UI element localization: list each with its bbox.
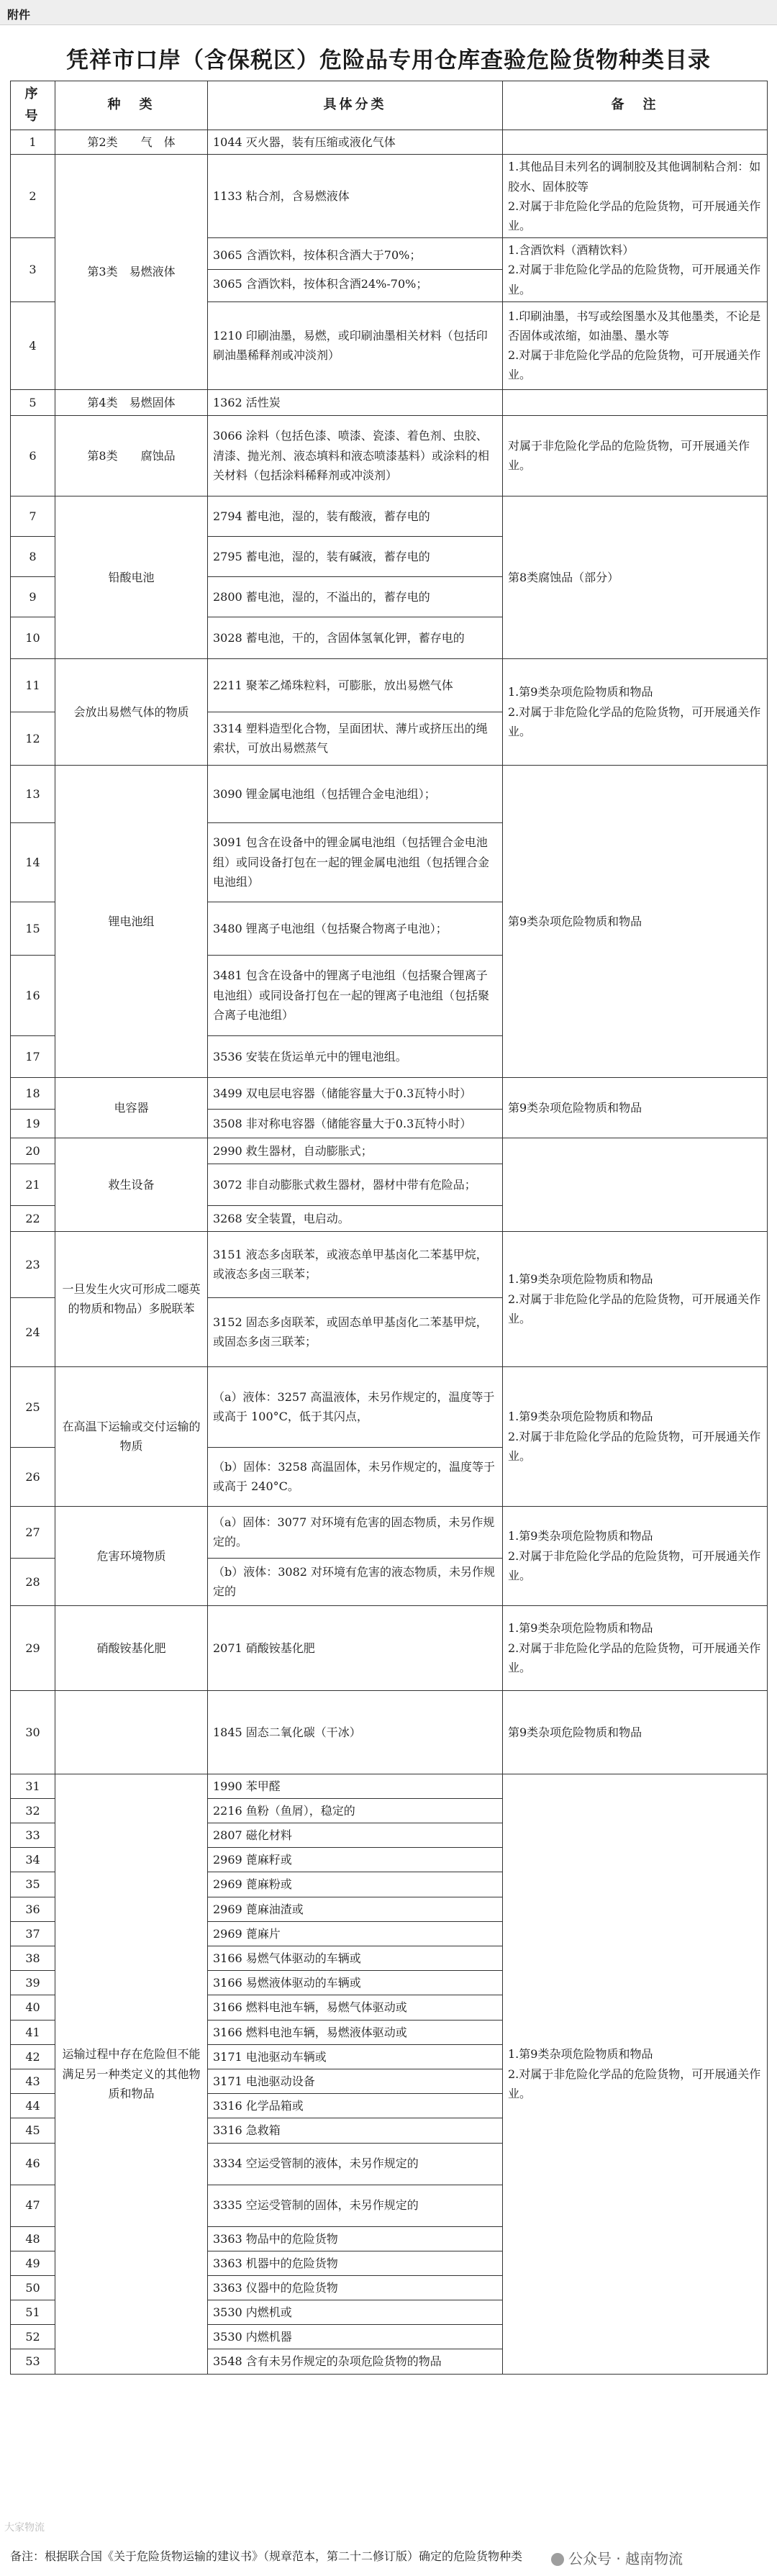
row-number: 31 [11, 1774, 55, 1798]
item-cell: 1845 固态二氧化碳（干冰） [208, 1690, 503, 1774]
row-number: 51 [11, 2300, 55, 2325]
category-cell: 在高温下运输或交付运输的物质 [55, 1366, 208, 1506]
watermark-right [547, 2547, 687, 2568]
item-cell [208, 238, 503, 302]
item-cell: 3548 含有未另作规定的杂项危险货物的物品 [208, 2349, 503, 2374]
row-number: 3 [11, 238, 55, 302]
note-cell: 1.印刷油墨，书写或绘图墨水及其他墨类，不论是否固体或浓缩，如油墨、墨水等 2.对属于非危险化学品的危险货物，可开展通关作业。 [503, 301, 768, 389]
item-cell: 3166 易燃气体驱动的车辆或 [208, 1946, 503, 1971]
category-cell: 救生设备 [55, 1138, 208, 1231]
item-cell: 3499 双电层电容器（储能容量大于0.3瓦特小时） [208, 1077, 503, 1109]
category-cell: 第4类 易燃固体 [55, 389, 208, 415]
header-item: 具体分类 [208, 81, 503, 130]
item-line: 3065 含酒饮料，按体积含酒24%-70%； [213, 277, 428, 291]
item-cell: 3066 涂料（包括色漆、喷漆、瓷漆、着色剂、虫胶、清漆、抛光剂、液态填料和液态喷漆基料）或涂料的相关材料（包括涂料稀释剂或冲淡剂） [208, 415, 503, 496]
row-number: 14 [11, 822, 55, 902]
item-cell: 2969 蓖麻片 [208, 1921, 503, 1946]
item-cell: 3152 固态多卤联苯，或固态单甲基卤化二苯基甲烷，或固态多卤三联苯； [208, 1297, 503, 1366]
header-number: 序 号 [11, 81, 55, 130]
header-category: 种 类 [55, 81, 208, 130]
item-line: 3065 含酒饮料，按体积含酒大于70%； [208, 241, 502, 270]
item-cell: （a）液体：3257 高温液体，未另作规定的，温度等于或高于 100°C，低于其闪点， [208, 1366, 503, 1447]
item-cell: 3363 物品中的危险货物 [208, 2226, 503, 2251]
row-number: 39 [11, 1971, 55, 1995]
row-number: 52 [11, 2325, 55, 2349]
table-row [11, 765, 768, 822]
category-cell: 第3类 易燃液体 [55, 155, 208, 389]
row-number: 30 [11, 1690, 55, 1774]
note-cell: 1.第9类杂项危险物质和物品 2.对属于非危险化学品的危险货物，可开展通关作业。 [503, 1366, 768, 1506]
note-cell [503, 389, 768, 415]
item-cell: 3171 电池驱动车辆或 [208, 2044, 503, 2069]
row-number: 29 [11, 1605, 55, 1690]
table-row [11, 1605, 768, 1690]
category-cell [55, 1690, 208, 1774]
document-title: 凭祥市口岸（含保税区）危险品专用仓库查验危险货物种类目录 [66, 47, 711, 73]
row-number: 47 [11, 2185, 55, 2226]
row-number: 26 [11, 1447, 55, 1506]
item-cell: 2216 鱼粉（鱼屑），稳定的 [208, 1798, 503, 1823]
item-cell: 3530 内燃机器 [208, 2325, 503, 2349]
item-cell: 3334 空运受管制的液体，未另作规定的 [208, 2143, 503, 2185]
item-cell: 2800 蓄电池，湿的，不溢出的，蓄存电的 [208, 576, 503, 617]
row-number: 19 [11, 1109, 55, 1138]
row-number: 10 [11, 617, 55, 658]
table-row [11, 415, 768, 496]
row-number: 25 [11, 1366, 55, 1447]
category-cell: 第2类 气 体 [55, 130, 208, 155]
row-number: 2 [11, 155, 55, 238]
item-cell: 3536 安装在货运单元中的锂电池组。 [208, 1035, 503, 1077]
note-cell: 第9类杂项危险物质和物品 [503, 765, 768, 1077]
item-cell: 3151 液态多卤联苯，或液态单甲基卤化二苯基甲烷，或液态多卤三联苯； [208, 1231, 503, 1297]
item-cell: 3314 塑料造型化合物，呈面团状、薄片或挤压出的绳索状，可放出易燃蒸气 [208, 712, 503, 765]
row-number: 42 [11, 2044, 55, 2069]
row-number: 33 [11, 1823, 55, 1848]
category-cell: 一旦发生火灾可形成二噁英的物质和物品）多脱联苯 [55, 1231, 208, 1366]
row-number: 9 [11, 576, 55, 617]
table-row [11, 496, 768, 536]
table-row [11, 1077, 768, 1109]
row-number: 53 [11, 2349, 55, 2374]
row-number: 36 [11, 1897, 55, 1921]
item-cell: 1362 活性炭 [208, 389, 503, 415]
item-cell: （a）固体：3077 对环境有危害的固态物质，未另作规定的。 [208, 1506, 503, 1558]
table-row [11, 130, 768, 155]
table-row [11, 1690, 768, 1774]
item-cell: 3508 非对称电容器（储能容量大于0.3瓦特小时） [208, 1109, 503, 1138]
note-cell: 1.第9类杂项危险物质和物品 2.对属于非危险化学品的危险货物，可开展通关作业。 [503, 1774, 768, 2374]
category-cell: 会放出易燃气体的物质 [55, 658, 208, 765]
note-cell: 1.第9类杂项危险物质和物品 2.对属于非危险化学品的危险货物，可开展通关作业。 [503, 1506, 768, 1605]
row-number: 40 [11, 1995, 55, 2020]
item-cell: 2990 救生器材，自动膨胀式； [208, 1138, 503, 1164]
row-number: 44 [11, 2094, 55, 2118]
item-cell: 3316 化学品箱或 [208, 2094, 503, 2118]
item-cell: 3481 包含在设备中的锂离子电池组（包括聚合锂离子电池组）或同设备打包在一起的锂离子电池组（包括聚合离子电池组） [208, 955, 503, 1035]
row-number: 8 [11, 536, 55, 576]
item-cell: 3316 急救箱 [208, 2118, 503, 2143]
row-number: 15 [11, 902, 55, 955]
item-cell: 3363 仪器中的危险货物 [208, 2275, 503, 2300]
table-row [11, 1506, 768, 1558]
item-cell: 3166 燃料电池车辆，易燃液体驱动或 [208, 2020, 503, 2044]
row-number: 1 [11, 130, 55, 155]
note-cell: 1.其他品目未列名的调制胶及其他调制粘合剂：如胶水、固体胶等 2.对属于非危险化学品的危险货物，可开展通关作业。 [503, 155, 768, 238]
row-number: 21 [11, 1164, 55, 1205]
category-cell: 电容器 [55, 1077, 208, 1138]
category-cell: 铅酸电池 [55, 496, 208, 658]
item-cell: （b）固体：3258 高温固体，未另作规定的，温度等于或高于 240°C。 [208, 1447, 503, 1506]
header-note: 备 注 [503, 81, 768, 130]
row-number: 34 [11, 1848, 55, 1872]
row-number: 7 [11, 496, 55, 536]
row-number: 22 [11, 1205, 55, 1231]
row-number: 28 [11, 1558, 55, 1605]
row-number: 17 [11, 1035, 55, 1077]
category-cell: 运输过程中存在危险但不能满足另一种类定义的其他物质和物品 [55, 1774, 208, 2374]
catalog-table [10, 81, 768, 2375]
item-cell: 1990 苯甲醛 [208, 1774, 503, 1798]
footer-note: 备注：根据联合国《关于危险货物运输的建议书》（规章范本，第二十二修订版）确定的危险货物种类 [10, 2549, 523, 2563]
row-number: 5 [11, 389, 55, 415]
row-number: 11 [11, 658, 55, 712]
item-cell: 3072 非自动膨胀式救生器材，器材中带有危险品； [208, 1164, 503, 1205]
item-cell: 3090 锂金属电池组（包括锂合金电池组）； [208, 765, 503, 822]
item-cell: 3335 空运受管制的固体，未另作规定的 [208, 2185, 503, 2226]
row-number: 37 [11, 1921, 55, 1946]
row-number: 43 [11, 2069, 55, 2093]
row-number: 45 [11, 2118, 55, 2143]
row-number: 38 [11, 1946, 55, 1971]
note-cell [503, 130, 768, 155]
item-cell: （b）液体：3082 对环境有危害的液态物质，未另作规定的 [208, 1558, 503, 1605]
item-cell: 2969 蓖麻粉或 [208, 1872, 503, 1897]
item-cell: 3171 电池驱动设备 [208, 2069, 503, 2093]
category-cell: 锂电池组 [55, 765, 208, 1077]
note-cell: 对属于非危险化学品的危险货物，可开展通关作业。 [503, 415, 768, 496]
row-number: 24 [11, 1297, 55, 1366]
note-cell: 1.第9类杂项危险物质和物品 2.对属于非危险化学品的危险货物，可开展通关作业。 [503, 1231, 768, 1366]
watermark-right-text: 公众号 · 越南物流 [568, 2550, 683, 2567]
item-cell: 2071 硝酸铵基化肥 [208, 1605, 503, 1690]
category-cell: 硝酸铵基化肥 [55, 1605, 208, 1690]
row-number: 32 [11, 1798, 55, 1823]
item-cell: 2795 蓄电池，湿的，装有碱液，蓄存电的 [208, 536, 503, 576]
row-number: 23 [11, 1231, 55, 1297]
table-row [11, 1774, 768, 1798]
item-cell: 3530 内燃机或 [208, 2300, 503, 2325]
category-cell: 第8类 腐蚀品 [55, 415, 208, 496]
table-row [11, 1138, 768, 1164]
row-number: 48 [11, 2226, 55, 2251]
note-cell: 第9类杂项危险物质和物品 [503, 1690, 768, 1774]
item-cell: 2211 聚苯乙烯珠粒料，可膨胀，放出易燃气体 [208, 658, 503, 712]
item-cell: 3480 锂离子电池组（包括聚合物离子电池）； [208, 902, 503, 955]
table-header-row [11, 81, 768, 130]
item-cell: 3166 燃料电池车辆，易燃气体驱动或 [208, 1995, 503, 2020]
row-number: 13 [11, 765, 55, 822]
note-cell: 第9类杂项危险物质和物品 [503, 1077, 768, 1138]
item-cell: 2969 蓖麻油渣或 [208, 1897, 503, 1921]
attachment-label: 附件 [7, 8, 31, 22]
item-cell: 1044 灭火器，装有压缩或液化气体 [208, 130, 503, 155]
note-cell: 第8类腐蚀品（部分） [503, 496, 768, 658]
attachment-bar [0, 0, 777, 25]
table-row [11, 1366, 768, 1447]
table-row [11, 1231, 768, 1297]
item-cell: 1133 粘合剂，含易燃液体 [208, 155, 503, 238]
item-cell: 3091 包含在设备中的锂金属电池组（包括锂合金电池组）或同设备打包在一起的锂金属电池组（包括锂合金电池组） [208, 822, 503, 902]
row-number: 4 [11, 301, 55, 389]
table-row [11, 155, 768, 238]
item-cell: 1210 印刷油墨，易燃，或印刷油墨相关材料（包括印刷油墨稀释剂或冲淡剂） [208, 301, 503, 389]
row-number: 46 [11, 2143, 55, 2185]
wechat-icon [551, 2553, 564, 2566]
table-row [11, 658, 768, 712]
row-number: 20 [11, 1138, 55, 1164]
row-number: 50 [11, 2275, 55, 2300]
item-cell: 3268 安全装置，电启动。 [208, 1205, 503, 1231]
note-cell: 1.第9类杂项危险物质和物品 2.对属于非危险化学品的危险货物，可开展通关作业。 [503, 658, 768, 765]
item-cell: 2807 磁化材料 [208, 1823, 503, 1848]
item-cell: 2969 蓖麻籽或 [208, 1848, 503, 1872]
note-cell: 1.第9类杂项危险物质和物品 2.对属于非危险化学品的危险货物，可开展通关作业。 [503, 1605, 768, 1690]
item-cell: 3028 蓄电池，干的，含固体氢氧化钾，蓄存电的 [208, 617, 503, 658]
watermark-left: 大家物流 [4, 2522, 45, 2534]
item-cell: 3363 机器中的危险货物 [208, 2251, 503, 2275]
note-cell: 1.含酒饮料（酒精饮料） 2.对属于非危险化学品的危险货物，可开展通关作业。 [503, 238, 768, 302]
row-number: 18 [11, 1077, 55, 1109]
row-number: 12 [11, 712, 55, 765]
row-number: 49 [11, 2251, 55, 2275]
row-number: 6 [11, 415, 55, 496]
item-cell: 3166 易燃液体驱动的车辆或 [208, 1971, 503, 1995]
category-cell: 危害环境物质 [55, 1506, 208, 1605]
note-cell [503, 1138, 768, 1231]
row-number: 16 [11, 955, 55, 1035]
row-number: 35 [11, 1872, 55, 1897]
table-row [11, 389, 768, 415]
item-cell: 2794 蓄电池，湿的，装有酸液，蓄存电的 [208, 496, 503, 536]
row-number: 27 [11, 1506, 55, 1558]
row-number: 41 [11, 2020, 55, 2044]
